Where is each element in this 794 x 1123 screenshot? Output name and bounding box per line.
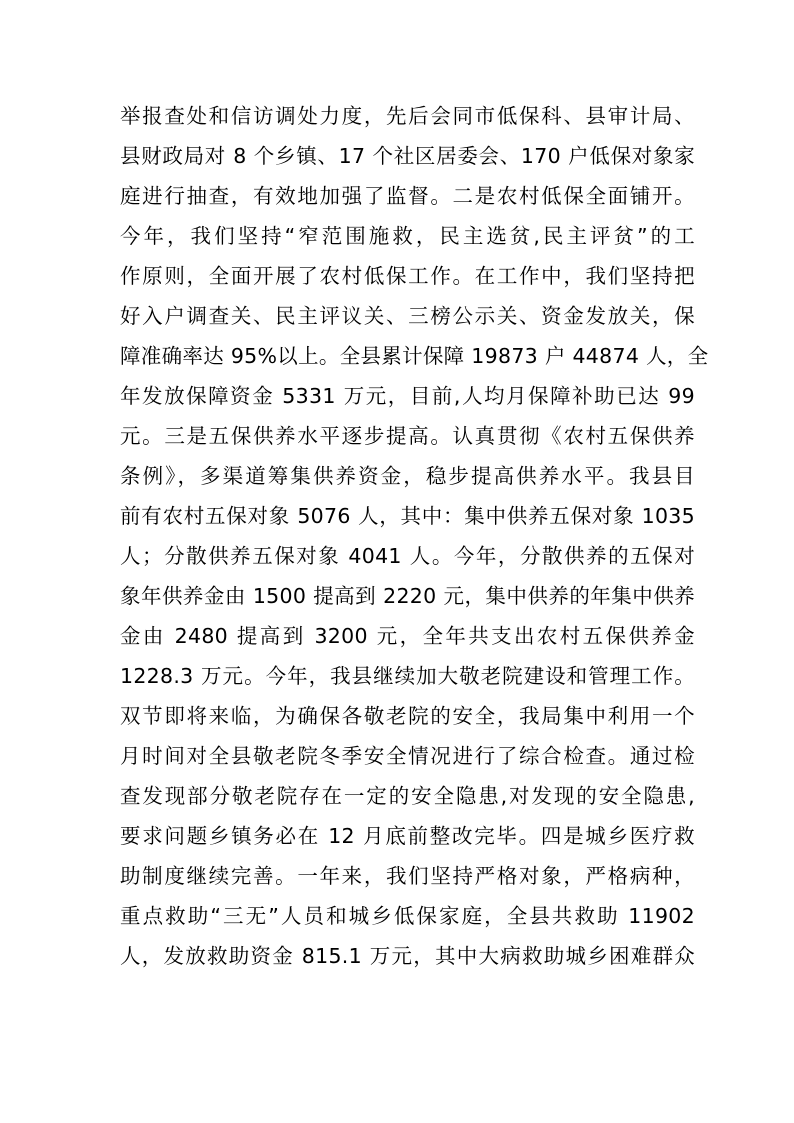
text-line: 要求问题乡镇务必在 12 月底前整改完毕。四是城乡医疗救 bbox=[120, 824, 695, 848]
text-line: 作原则，全面开展了农村低保工作。在工作中，我们坚持把 bbox=[120, 264, 695, 288]
text-line: 象年供养金由 1500 提高到 2220 元，集中供养的年集中供养 bbox=[120, 584, 695, 608]
text-line: 今年，我们坚持“窄范围施救，民主选贫,民主评贫”的工 bbox=[120, 224, 695, 248]
text-line: 好入户调查关、民主评议关、三榜公示关、资金发放关，保 bbox=[120, 304, 695, 328]
text-line: 1228.3 万元。今年，我县继续加大敬老院建设和管理工作。 bbox=[120, 664, 695, 688]
text-line: 条例》，多渠道筹集供养资金，稳步提高供养水平。我县目 bbox=[120, 464, 695, 488]
text-line: 查发现部分敬老院存在一定的安全隐患,对发现的安全隐患, bbox=[120, 784, 695, 808]
text-line: 前有农村五保对象 5076 人，其中：集中供养五保对象 1035 bbox=[120, 504, 695, 528]
text-line: 月时间对全县敬老院冬季安全情况进行了综合检查。通过检 bbox=[120, 744, 695, 768]
text-line: 人；分散供养五保对象 4041 人。今年，分散供养的五保对 bbox=[120, 544, 695, 568]
text-line: 县财政局对 8 个乡镇、17 个社区居委会、170 户低保对象家 bbox=[120, 144, 695, 168]
text-line: 重点救助“三无”人员和城乡低保家庭，全县共救助 11902 bbox=[120, 904, 695, 928]
body-text bbox=[120, 96, 709, 976]
text-line: 人，发放救助资金 815.1 万元，其中大病救助城乡困难群众 bbox=[120, 944, 695, 968]
text-line: 障准确率达 95%以上。全县累计保障 19873 户 44874 人，全 bbox=[120, 344, 709, 368]
text-line: 庭进行抽查，有效地加强了监督。二是农村低保全面铺开。 bbox=[120, 184, 695, 208]
text-line: 举报查处和信访调处力度，先后会同市低保科、县审计局、 bbox=[120, 104, 695, 128]
text-line: 助制度继续完善。一年来，我们坚持严格对象，严格病种， bbox=[120, 864, 695, 888]
text-line: 年发放保障资金 5331 万元，目前,人均月保障补助已达 99 bbox=[120, 384, 695, 408]
text-line: 双节即将来临，为确保各敬老院的安全，我局集中利用一个 bbox=[120, 704, 695, 728]
text-line: 金由 2480 提高到 3200 元，全年共支出农村五保供养金 bbox=[120, 624, 695, 648]
text-line: 元。三是五保供养水平逐步提高。认真贯彻《农村五保供养 bbox=[120, 424, 695, 448]
